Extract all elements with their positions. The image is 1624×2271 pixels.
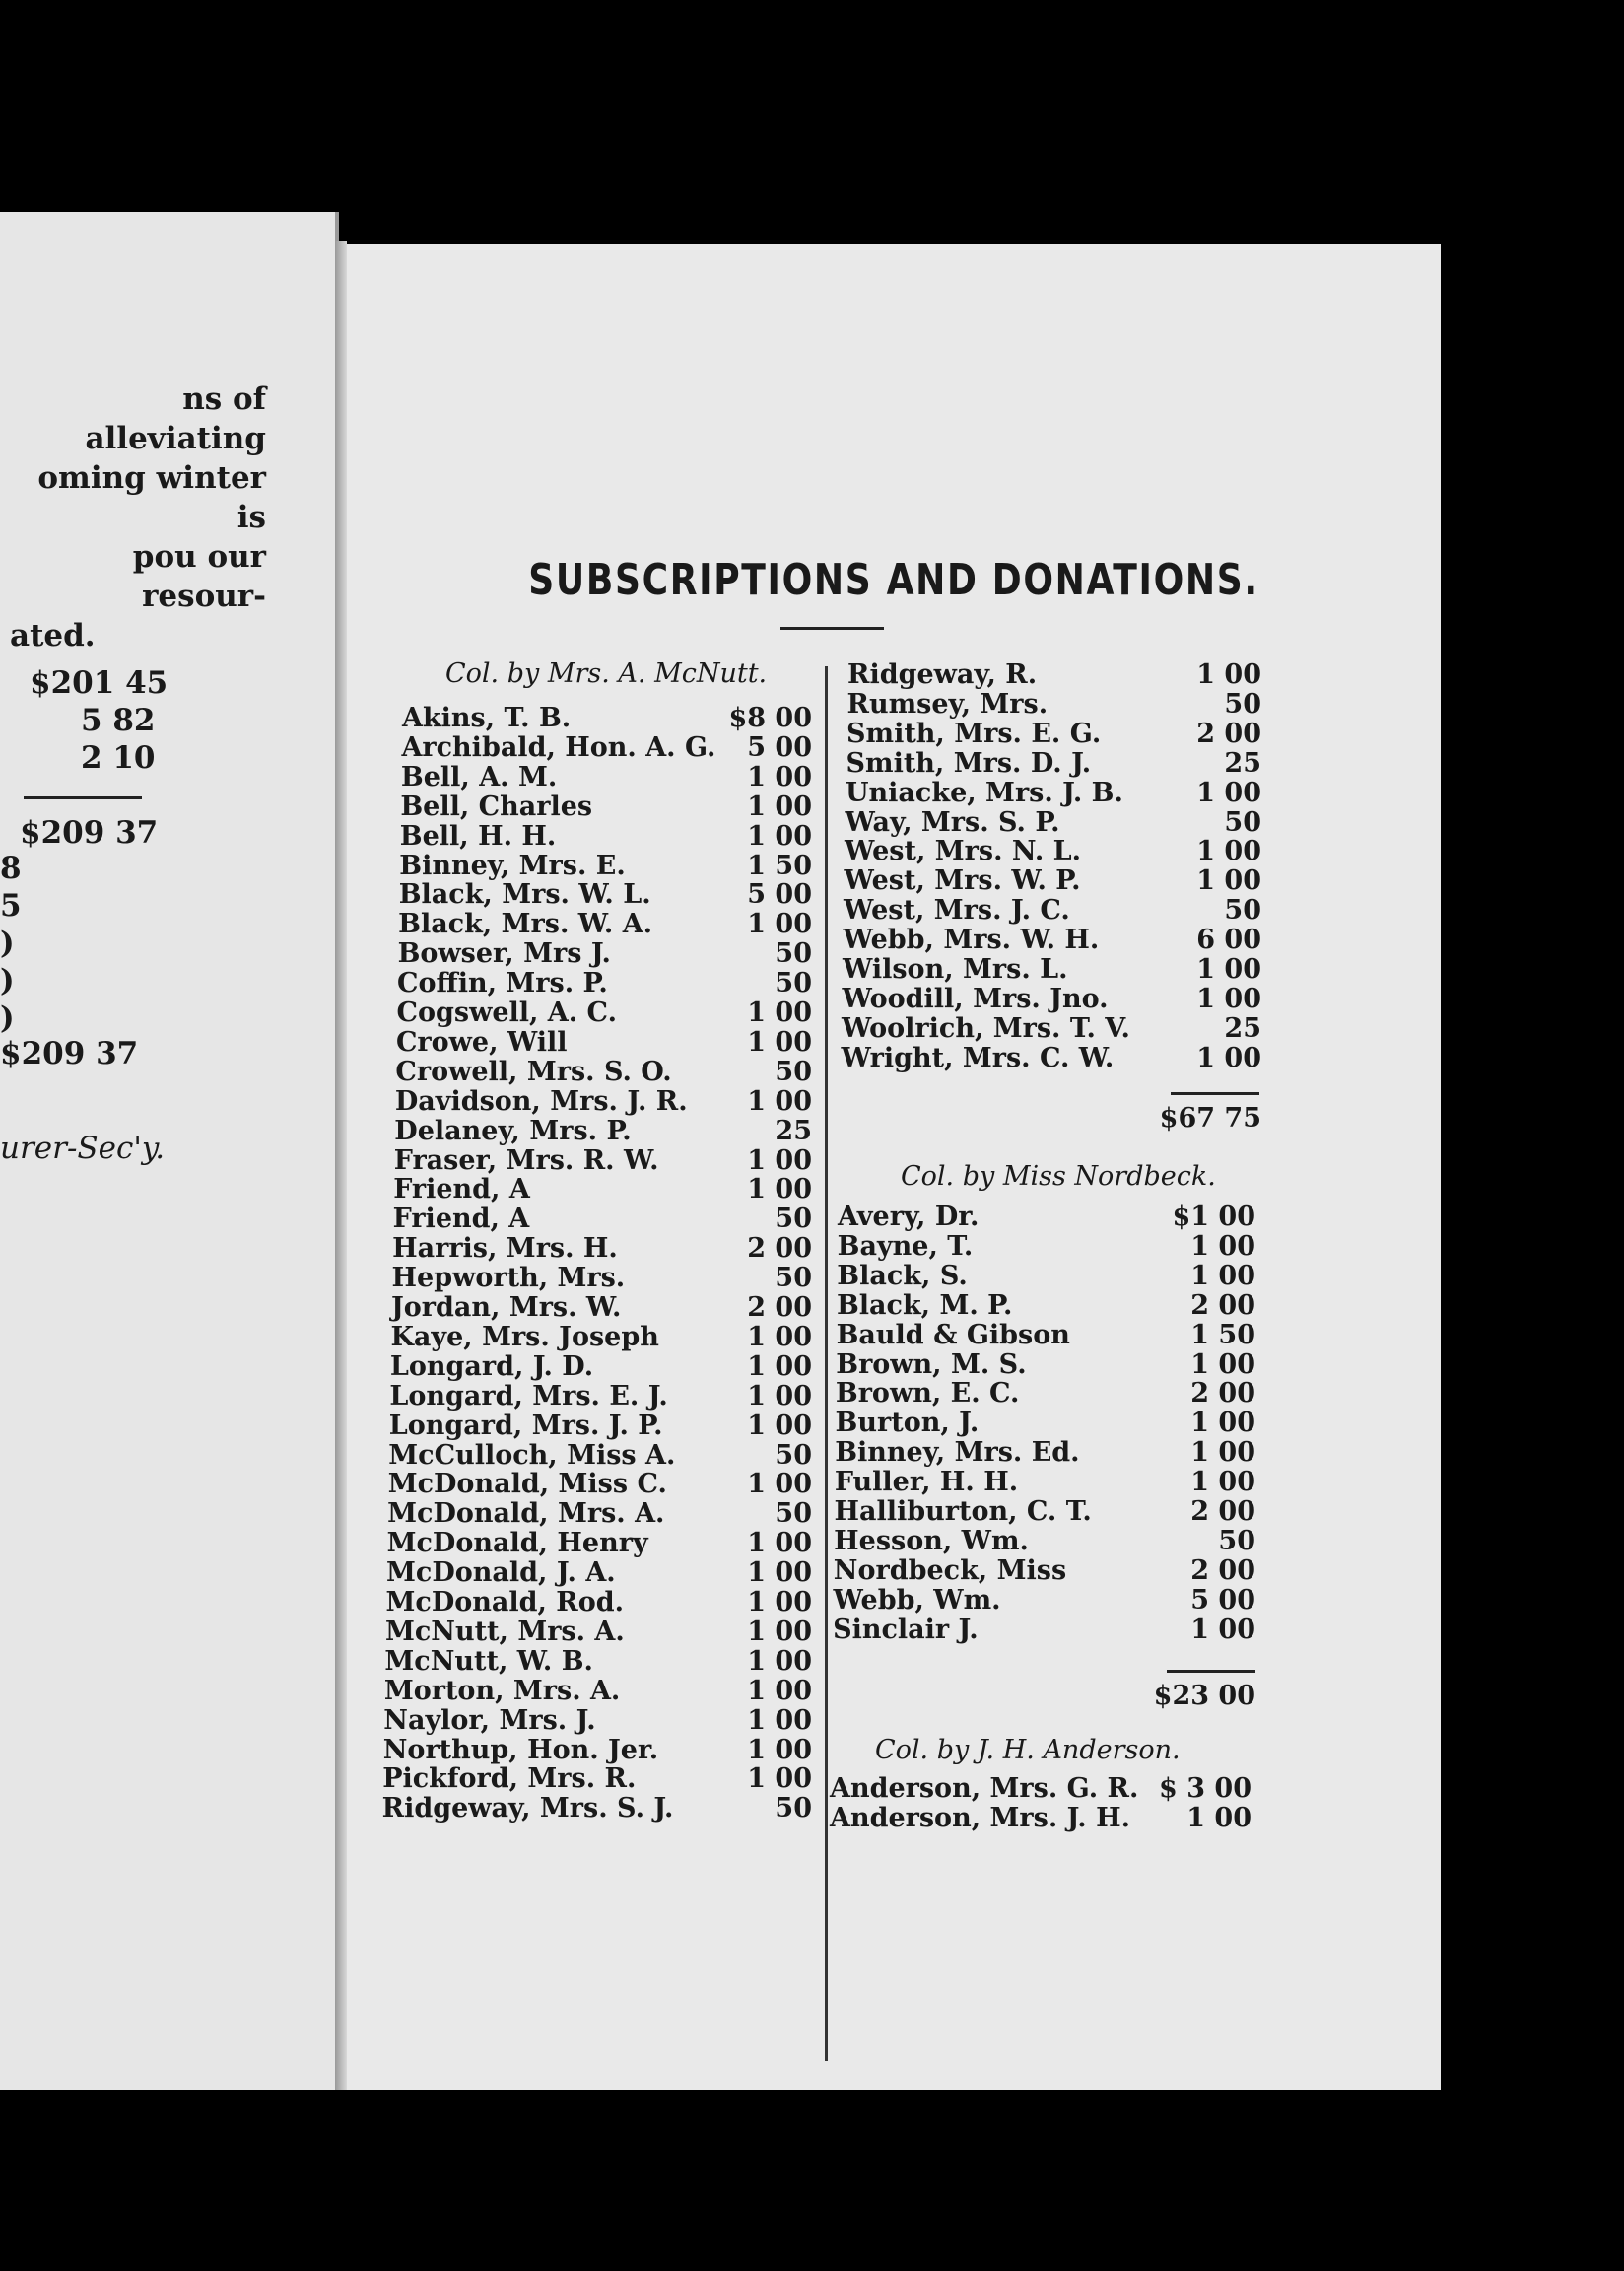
subscription-amount: 1 00 [747,791,812,822]
subscription-amount: $1 00 [1172,1202,1255,1232]
left-figure: ) [0,926,15,961]
subscription-amount: 1 00 [1196,659,1261,690]
subscription-amount: 2 00 [1190,1289,1255,1321]
subscriber-name: Harris, Mrs. H. [392,1233,618,1265]
subscription-amount: 1 00 [747,1763,812,1795]
subscriber-name: Hepworth, Mrs. [391,1263,626,1294]
subscription-amount: 1 00 [1190,1348,1255,1380]
subscriber-name: Anderson, Mrs. G. R. [830,1773,1139,1804]
left-figure: ) [0,1000,15,1036]
subscription-amount: 1 50 [747,850,812,881]
subscriber-name: Webb, Mrs. W. H. [843,925,1100,956]
subscription-amount: 1 00 [747,909,812,940]
left-figure: $209 37 [0,1036,139,1071]
subscriber-name: Naylor, Mrs. J. [383,1704,596,1736]
left-figure: ) [0,963,15,998]
subscription-amount: 50 [775,1204,812,1235]
subscriber-name: Binney, Mrs. Ed. [835,1437,1080,1469]
subscriber-name: Longard, Mrs. E. J. [389,1380,668,1411]
subscription-amount: 1 00 [1190,1614,1255,1645]
left-page-text [0,379,266,655]
left-text-line: pou our resour- [132,539,266,614]
subscription-amount: 50 [775,1439,812,1471]
subscription-amount: 50 [1224,688,1261,720]
subscription-amount: 2 00 [1196,718,1261,749]
subscription-amount: 1 00 [1190,1467,1255,1498]
subscription-amount: 5 00 [747,879,812,911]
subscription-amount: 1 00 [747,1469,812,1500]
section-heading: Col. by J. H. Anderson. [875,1735,1181,1765]
subscriber-name: Bayne, T. [837,1230,974,1262]
subscriber-name: Wilson, Mrs. L. [843,954,1068,985]
left-figure: 8 [0,851,22,886]
subscriber-name: Crowell, Mrs. S. O. [395,1056,672,1087]
subscriber-name: Archibald, Hon. A. G. [401,731,716,763]
subscriber-name: Friend, A [392,1204,530,1235]
subscription-amount: 1 00 [1196,836,1261,867]
subscription-amount: 1 00 [747,820,812,852]
subscriber-name: Uniacke, Mrs. J. B. [846,777,1123,808]
subscriber-name: Rumsey, Mrs. [846,688,1049,720]
subscriber-name: McDonald, Rod. [385,1587,625,1617]
column-divider [825,666,828,2061]
subscriber-name: Nordbeck, Miss [833,1554,1067,1586]
subscriber-name: Coffin, Mrs. P. [397,968,608,999]
subscription-amount: 2 00 [1190,1378,1255,1410]
subscriber-name: Bell, A. M. [400,761,558,792]
page-title: SUBSCRIPTIONS AND DONATIONS. [528,555,1259,605]
subscription-amount: 1 00 [1190,1260,1255,1291]
subscriber-name: West, Mrs. N. L. [845,836,1082,867]
title-rule [780,627,884,630]
subscriber-name: Smith, Mrs. E. G. [846,718,1102,749]
subscriber-name: Morton, Mrs. A. [383,1675,621,1706]
subscription-amount: 50 [1218,1525,1255,1556]
subscriber-name: Cogswell, A. C. [396,998,617,1028]
subscription-amount: 1 00 [747,1085,812,1117]
subscriber-name: Brown, M. S. [836,1348,1027,1380]
subscriber-name: Black, Mrs. W. A. [398,909,653,940]
subscription-amount: 1 00 [747,998,812,1028]
subscriber-name: Wright, Mrs. C. W. [841,1042,1115,1073]
subscriber-name: Longard, Mrs. J. P. [388,1410,663,1441]
subscription-amount: 25 [1224,747,1261,779]
subscription-amount: 1 00 [1196,777,1261,808]
subscriber-name: Ridgeway, R. [847,659,1038,690]
subscription-amount: 50 [775,1793,812,1824]
subscription-amount: 5 00 [1190,1584,1255,1616]
total-rule [1171,1092,1259,1095]
subscription-amount: 2 00 [747,1233,812,1265]
subscription-amount: 1 00 [1196,865,1261,897]
subscriber-name: Longard, J. D. [389,1350,594,1382]
subscription-amount: 1 00 [1196,954,1261,985]
subscription-amount: 1 00 [747,1704,812,1736]
right-page [347,244,1441,2090]
subscriber-name: Black, Mrs. W. L. [398,879,651,911]
subscriber-name: McDonald, Miss C. [387,1469,667,1500]
subscription-amount: 1 00 [1196,1042,1261,1073]
subscriber-name: Northup, Hon. Jer. [382,1734,659,1765]
subscription-amount: 1 00 [1190,1230,1255,1262]
subscription-amount: 25 [775,1115,812,1146]
subscription-amount: 6 00 [1196,925,1261,956]
subscriber-name: McDonald, J. A. [386,1557,616,1589]
subscription-amount: 50 [775,1263,812,1294]
subscriber-name: Way, Mrs. S. P. [845,806,1060,838]
subscriber-name: Woolrich, Mrs. T. V. [842,1012,1130,1044]
subscriber-name: Crowe, Will [395,1026,568,1058]
subscription-amount: 1 00 [747,1734,812,1765]
subscription-amount: 2 00 [747,1292,812,1323]
subscriber-name: Pickford, Mrs. R. [382,1763,637,1795]
subscription-amount: 5 00 [747,731,812,763]
subscription-amount: 1 00 [747,1616,812,1647]
subscription-amount: 1 50 [1190,1319,1255,1350]
left-total-rule [24,796,142,799]
subscription-amount: 50 [1224,895,1261,927]
section-heading: Col. by Mrs. A. McNutt. [445,658,768,689]
subscription-amount: 50 [775,1498,812,1530]
subscription-amount: 50 [1224,806,1261,838]
subscriber-name: Fuller, H. H. [834,1467,1019,1498]
subscription-amount: 1 00 [747,1557,812,1589]
subscription-amount: 1 00 [747,1587,812,1617]
subscriber-name: Black, S. [837,1260,968,1291]
subscriber-name: Bell, Charles [400,791,593,822]
subscription-amount: 50 [775,968,812,999]
subscription-amount: 1 00 [1186,1802,1252,1833]
subscriber-name: Akins, T. B. [402,703,572,733]
left-figure: 5 82 [81,703,156,738]
subscriber-name: Smith, Mrs. D. J. [846,747,1092,779]
subscriber-name: Fraser, Mrs. R. W. [393,1144,659,1176]
left-figure: 5 [0,888,22,924]
subscriber-name: West, Mrs. J. C. [844,895,1070,927]
subscriber-name: Davidson, Mrs. J. R. [394,1085,688,1117]
left-text-line: ns of alleviating [85,381,266,456]
total-rule [1167,1670,1255,1673]
subscriber-name: McDonald, Henry [386,1528,648,1559]
subscriber-name: McCulloch, Miss A. [388,1439,676,1471]
left-figure: urer-Sec'y. [0,1131,166,1166]
subscriber-name: Brown, E. C. [835,1378,1020,1410]
subscription-amount: 1 00 [1196,983,1261,1014]
subscriber-name: Ridgeway, Mrs. S. J. [381,1793,674,1824]
total-amount: $67 75 [1159,1103,1261,1134]
subscription-amount: 1 00 [747,1645,812,1677]
subscription-amount: 1 00 [747,1174,812,1205]
subscriber-name: Bell, H. H. [399,820,557,852]
subscriber-name: Webb, Wm. [833,1584,1001,1616]
subscription-amount: 1 00 [747,761,812,792]
subscription-amount: 50 [775,1056,812,1087]
subscriber-name: Woodill, Mrs. Jno. [842,983,1109,1014]
subscriber-name: Friend, A [393,1174,530,1205]
total-amount: $23 00 [1153,1681,1255,1711]
subscriber-name: Halliburton, C. T. [834,1496,1092,1527]
subscription-amount: 1 00 [747,1321,812,1352]
subscriber-name: Sinclair J. [833,1614,979,1645]
left-figure: $209 37 [20,815,159,851]
subscriber-name: Burton, J. [835,1408,980,1439]
subscription-amount: 2 00 [1190,1496,1255,1527]
left-page [0,212,339,2090]
subscriber-name: Jordan, Mrs. W. [391,1292,622,1323]
left-text-line: ated. [10,618,96,654]
subscriber-name: West, Mrs. W. P. [844,865,1081,897]
subscriber-name: Binney, Mrs. E. [399,850,626,881]
subscription-amount: 2 00 [1190,1554,1255,1586]
subscriber-name: McNutt, W. B. [384,1645,593,1677]
subscription-amount: $ 3 00 [1159,1773,1252,1804]
subscription-amount: 1 00 [747,1410,812,1441]
section-heading: Col. by Miss Nordbeck. [901,1161,1216,1192]
subscriber-name: Bauld & Gibson [836,1319,1070,1350]
subscriber-name: McNutt, Mrs. A. [384,1616,625,1647]
subscriber-name: Hesson, Wm. [834,1525,1029,1556]
page-gutter [335,241,347,2090]
left-text-line: oming winter is [37,460,266,535]
subscriber-name: Kaye, Mrs. Joseph [390,1321,659,1352]
left-figure: $201 45 [30,665,169,701]
subscription-amount: 1 00 [1190,1437,1255,1469]
subscription-amount: 1 00 [747,1144,812,1176]
subscriber-name: Anderson, Mrs. J. H. [830,1802,1131,1833]
subscription-amount: 1 00 [747,1528,812,1559]
subscription-amount: 1 00 [747,1350,812,1382]
subscriber-name: Delaney, Mrs. P. [394,1115,632,1146]
subscription-amount: 25 [1224,1012,1261,1044]
subscriber-name: Avery, Dr. [838,1202,980,1232]
subscription-amount: $8 00 [728,703,812,733]
subscription-amount: 1 00 [747,1675,812,1706]
subscriber-name: McDonald, Mrs. A. [387,1498,665,1530]
subscription-amount: 1 00 [1190,1408,1255,1439]
left-figure: 2 10 [81,740,156,776]
subscription-amount: 1 00 [747,1026,812,1058]
subscriber-name: Bowser, Mrs J. [397,938,611,970]
subscription-amount: 50 [775,938,812,970]
subscription-amount: 1 00 [747,1380,812,1411]
subscriber-name: Black, M. P. [836,1289,1013,1321]
